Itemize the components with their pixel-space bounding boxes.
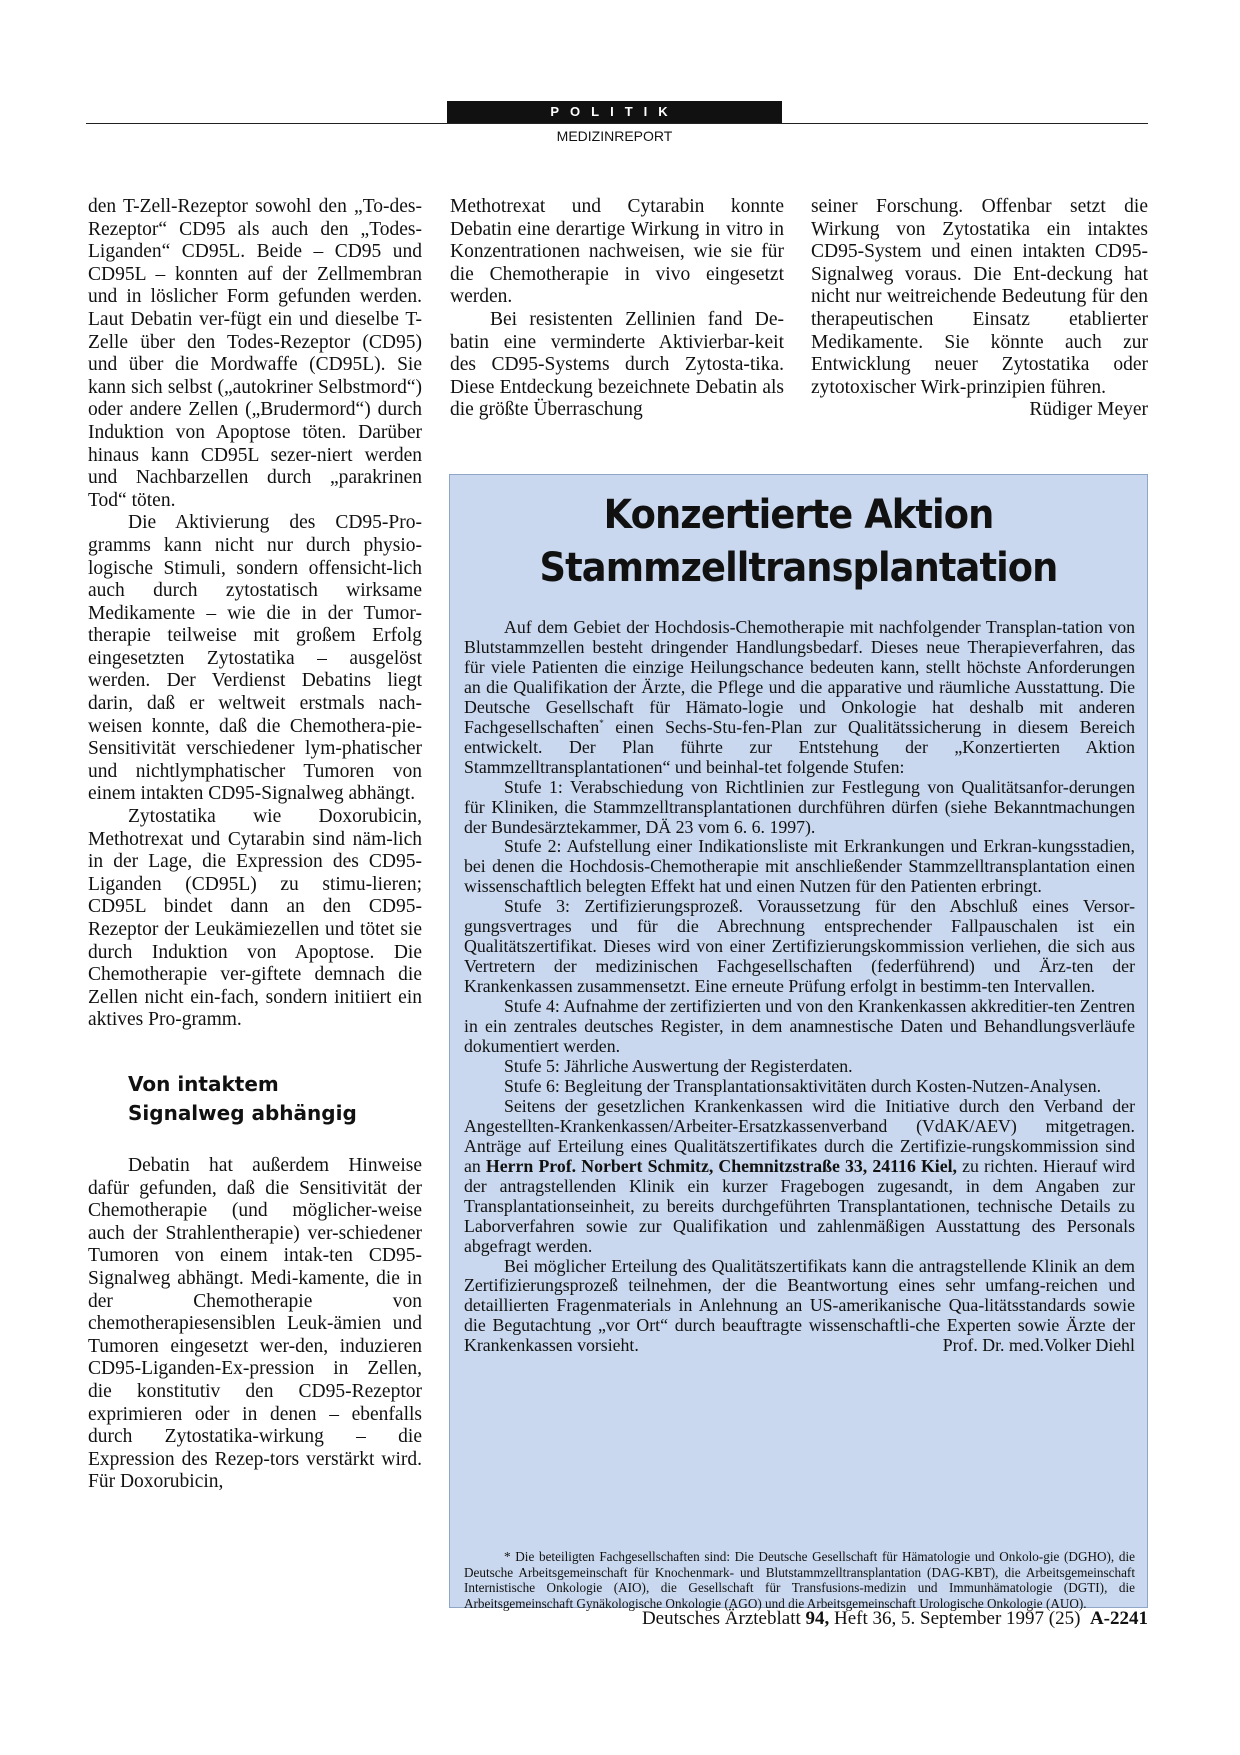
box-paragraph: Stufe 1: Verabschiedung von Richtlinien zur Festlegung von Qualitätsanfor-derungen für Kliniken, die Stammzelltransplantationen durchführen dürfen (siehe Bekanntmachungen der Bundesärztekammer, DÄ 23 vom 6. 6. 1997). — [464, 776, 1135, 837]
box-paragraph: Stufe 5: Jährliche Auswertung der Registerdaten. — [504, 1055, 853, 1076]
box-paragraph: Stufe 4: Aufnahme der zertifizierten und von den Krankenkassen akkreditier-ten Zentren in ein zentrales deutsches Register, in dem anamnestische Daten und Behandlungsverläufe dokumentiert werden. — [464, 996, 1135, 1057]
box-footnote — [464, 1549, 1135, 1611]
box-text: einen Sechs-Stu-fen-Plan zur Qualitätssicherung in diesem Bereich entwickelt. Der Plan führte zur Entstehung der „Konzertierten Aktion Stammzelltransplantationen“ und beinhal-tet folgende Stufen: — [464, 716, 1135, 777]
footnote-marker: * — [599, 717, 604, 728]
box-title-line: Konzertierte Aktion — [603, 492, 994, 538]
contact-address: Herrn Prof. Norbert Schmitz, Chemnitzstraße 33, 24116 Kiel, — [485, 1155, 958, 1176]
paragraph: Bei resistenten Zellinien fand De-batin eine verminderte Aktivierbar-keit des CD95-Systems durch Zytosta-tika. Diese Entdeckung bezeichnete Debatin als die größte Überraschung — [450, 308, 784, 421]
article-column-1 — [88, 196, 422, 1494]
box-paragraph — [464, 1257, 1135, 1357]
box-text: Seitens der gesetzlichen Krankenkassen wird die Initiative durch den Verband der Angestellten-Krankenkassen/Arbeiter-Ersatzkassenverband (VdAK/AEV) mitgetragen. Anträge auf Erteilung eines Qualitätszertifikates durch die Zertifizie-rungskommission sind an — [464, 1095, 1135, 1176]
subheading-line: Signalweg abhängig — [128, 1100, 357, 1125]
box-text: Auf dem Gebiet der Hochdosis-Chemotherapie mit nachfolgender Transplan-tation von Blutstammzellen besteht dringender Handlungsbedarf. Dieses neue Therapieverfahren, das für viele Patienten die einzige Heilungschance bedeuten kann, stellt höchste Anforderungen an die Qualifikation der Ärzte, die Pflege und die apparative und räumliche Ausstattung. Die Deutsche Gesellschaft für Hämato-logie und Onkologie hat deshalb mit anderen Fachgesellschaften — [464, 617, 1135, 737]
page-number: A-2241 — [1089, 1608, 1148, 1629]
box-paragraph — [464, 618, 1135, 778]
journal-name: Deutsches Ärzteblatt — [641, 1608, 801, 1629]
author-byline: Rüdiger Meyer — [1029, 399, 1148, 421]
box-title — [478, 489, 1119, 595]
section-label: POLITIK — [447, 101, 782, 123]
journal-volume: 94, — [805, 1608, 830, 1629]
paragraph — [811, 196, 1148, 421]
info-box — [449, 474, 1148, 1611]
box-paragraph: Stufe 3: Zertifizierungsprozeß. Voraussetzung für den Abschluß eines Versor-gungsvertrages und für die Abrechnung entsprechender Fallpauschalen ist ein Qualitätszertifikat. Dieses wird von einer Zertifizierungskommission verliehen, die sich aus Vertretern der medizinischen Fachgesellschaften (federführend) und Ärz-ten der Krankenkassen zusammensetzt. Eine erneute Prüfung erfolgt in bestimm-ten Intervallen. — [464, 896, 1135, 997]
article-column-3 — [811, 196, 1148, 422]
paragraph: den T-Zell-Rezeptor sowohl den „To-des-Rezeptor“ CD95 als auch den „Todes-Liganden“ CD95L. Beide – CD95 und CD95L – konnten auf der Zellmembran und in löslicher Form gefunden werden. Laut Debatin ver-fügt ein und dieselbe T-Zelle über den Todes-Rezeptor (CD95) und über die Mordwaffe (CD95L). Sie kann sich selbst („autokriner Selbstmord“) oder andere Zellen („Brudermord“) durch Induktion von Apoptose töten. Darüber hinaus kann CD95L sezer-niert werden und Nachbarzellen durch „parakrinen Tod“ töten. — [88, 196, 422, 511]
box-paragraph: Stufe 2: Aufstellung einer Indikationsliste mit Erkrankungen und Erkran-kungsstadien, bei denen die Hochdosis-Chemotherapie mit anschließender Stammzelltransplantation einen wissenschaftlich belegten Effekt hat und einen Nutzen für den Patienten erbringt. — [464, 836, 1135, 897]
box-text: Bei möglicher Erteilung des Qualitätszertifikats kann die antragstellende Klinik an dem Zertifizierungsprozeß teilnehmen, der die Beantwortung eines sehr umfang-reichen und detaillierten Fragenmaterials in Anlehnung an US-amerikanische Qua-litätsstandards sowie die Begutachtung „vor Ort“ durch beauftragte wissenschaftli-che Experten sowie Ärzte der Krankenkassen vorsieht. — [464, 1255, 1135, 1356]
paragraph: Die Aktivierung des CD95-Pro-gramms kann nicht nur durch physio-logische Stimuli, sondern offensicht-lich auch durch zytostatisch wirksame Medikamente – wie die in der Tumor-therapie teilweise mit großem Erfolg eingesetzten Zytostatika – ausgelöst werden. Der Verdienst Debatins liegt darin, daß er weltweit erstmals nach-weisen konnte, daß die Chemothera-pie-Sensitivität verschiedener lym-phatischer und nichtlymphatischer Tumoren von einem intakten CD95-Signalweg abhängt. — [88, 512, 422, 805]
issue-info: Heft 36, 5. September 1997 (25) — [834, 1608, 1081, 1629]
box-paragraph — [464, 1097, 1135, 1257]
subheading — [128, 1070, 422, 1128]
paragraph-text: seiner Forschung. Offenbar setzt die Wirkung von Zytostatika ein intaktes CD95-System und einen intakten CD95-Signalweg voraus. Die Ent-deckung hat nicht nur weitreichende Bedeutung für den therapeutischen Einsatz etablierter Medikamente. Sie könnte auch zur Entwicklung neuer Zytostatika oder zytotoxischer Wirk-prinzipien führen. — [811, 196, 1148, 398]
box-title-line: Stammzelltransplantation — [539, 545, 1058, 591]
subsection-label: MEDIZINREPORT — [556, 128, 673, 144]
paragraph: Zytostatika wie Doxorubicin, Methotrexat und Cytarabin sind näm-lich in der Lage, die Expression des CD95-Liganden (CD95L) zu stimu-lieren; CD95L bindet dann an den CD95-Rezeptor der Leukämiezellen und tötet sie durch Induktion von Apoptose. Die Chemotherapie ver-giftete demnach die Zellen nicht ein-fach, sondern initiiert ein aktives Pro-gramm. — [88, 806, 422, 1031]
page-footer — [600, 1608, 1148, 1630]
paragraph: Debatin hat außerdem Hinweise dafür gefunden, daß die Sensitivität der Chemotherapie (und möglicher-weise auch der Strahlentherapie) ver-schiedener Tumoren von einem intak-ten CD95-Signalweg abhängt. Medi-kamente, die in der Chemotherapie von chemotherapiesensiblen Leuk-ämien und Tumoren eingesetzt wer-den, induzieren CD95-Liganden-Ex-pression in Zellen, die konstitutiv den CD95-Rezeptor exprimieren oder in denen – ebenfalls durch Zytostatika-wirkung – die Expression des Rezep-tors verstärkt wird. Für Doxorubicin, — [88, 1154, 422, 1493]
box-text: zu richten. Hierauf wird der antragstellenden Klinik ein kurzer Fragebogen zugesandt, in dem Angaben zur Transplantationseinheit, zu bereits durchgeführten Transplantationen, technische Details zu Laborverfahren sowie zur Qualifikation und zahlenmäßigen Ausstattung des Personals abgefragt werden. — [464, 1155, 1135, 1256]
header-rule — [86, 123, 1148, 124]
paragraph: Methotrexat und Cytarabin konnte Debatin eine derartige Wirkung in vitro in Konzentrationen nachweisen, wie sie für die Chemotherapie in vivo eingesetzt werden. — [450, 196, 784, 308]
article-column-2 — [450, 196, 784, 422]
subheading-line: Von intaktem — [128, 1071, 279, 1096]
box-body — [464, 618, 1135, 1356]
box-signature: Prof. Dr. med.Volker Diehl — [942, 1335, 1135, 1356]
footnote-text: * Die beteiligten Fachgesellschaften sind: Die Deutsche Gesellschaft für Hämatologie und Onkolo-gie (DGHO), die Deutsche Arbeitsgemeinschaft für Knochenmark- und Blutstammzelltransplantation (DAG-KBT), die Arbeitsgemeinschaft Internistische Onkologie (AIO), die Gesellschaft für Transfusions-medizin und Immunhämatologie (DGTI), die Arbeitsgemeinschaft Gynäkologische Onkologie (AGO) und die Arbeitsgemeinschaft Urologische Onkologie (AUO). — [464, 1549, 1135, 1611]
box-paragraph: Stufe 6: Begleitung der Transplantationsaktivitäten durch Kosten-Nutzen-Analysen. — [504, 1075, 1102, 1096]
